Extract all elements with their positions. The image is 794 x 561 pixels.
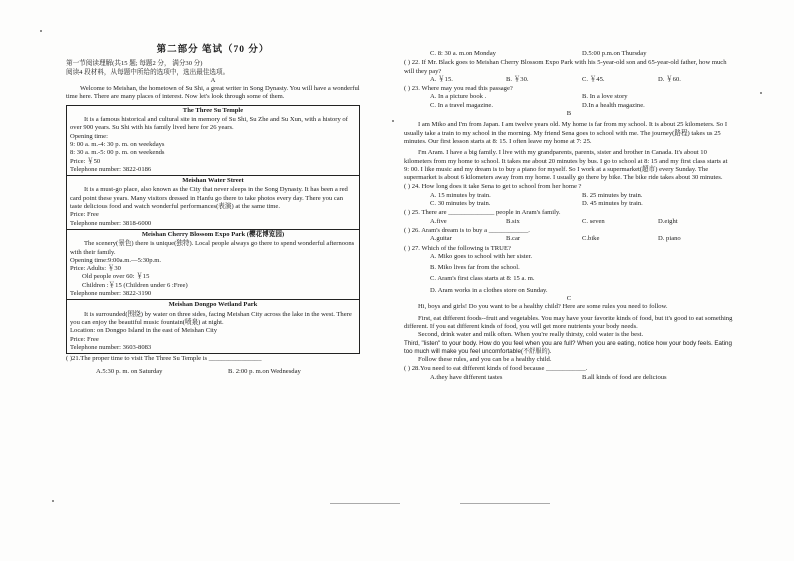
scan-speck — [392, 120, 394, 122]
question-21-options-cd — [404, 50, 734, 58]
scan-edge-line — [330, 503, 400, 504]
question-stem: 27. Which of the following is TRUE? — [411, 244, 511, 252]
place-water-street — [67, 176, 359, 230]
right-column — [404, 50, 734, 382]
place-price: Children :￥15 (Children under 6 :Free) — [82, 281, 188, 289]
question-24-options-ab — [404, 192, 734, 200]
question-stem: 21.The proper time to visit The Three Su Temple is ________________ — [72, 355, 262, 363]
option-c: C. 8: 30 a. m.on Monday — [430, 50, 496, 57]
place-description: It is a must-go place, also known as the City that never sleeps in the Song Dynasty. It has been a red card point these years. Many visitors dressed in Hanfu go there to take photos every day. There you can taste delicious food and watch wonderful performances(表演) at the same time. — [70, 186, 348, 211]
option-a: A. In a picture book . — [430, 93, 487, 101]
answer-paren: ( ) — [404, 226, 411, 234]
question-24-options-cd — [404, 200, 734, 208]
passage-aram: I'm Aram. I have a big family. I live with my grandparents, parents, sister and brother in Canada. It's about 10 kilometers from my home to school. It takes me about 20 minutes by bus. I go to school at 8: 15 and my first class starts at 9: 00. I like music and my dream is to buy a piano for myself. So I work at a supermarket(超市) every Sunday. The supermarket is about 6 kilometers away from my home. I usually go there by bike. The bike ride takes about 30 minutes. — [404, 149, 728, 182]
question-27 — [404, 245, 734, 253]
place-description: The scenery(景色) there is unique(独特). Local people always go there to spend wonderful afternoons with their family. — [70, 240, 355, 256]
question-stem: 26. Aram's dream is to buy a ____________. — [411, 226, 530, 234]
passage-miko: I am Miko and I'm from Japan. I am twelve years old. My home is far from my school. It is about 25 kilometers. So I usually take a train to my school in the morning. My friend Sena goes to school with me. The journey(路程) takes us 25 minutes. Our first lesson starts at 8: 15. I often leave my home at 7: 25. — [404, 121, 728, 145]
question-23 — [404, 85, 734, 93]
place-price: Price: ￥50 — [70, 157, 101, 165]
question-23-options-cd — [404, 102, 734, 110]
left-column — [66, 46, 360, 377]
place-detail: Opening time:9:00a.m.—5:30p.m. — [70, 256, 162, 264]
option-c: C.bike — [582, 235, 600, 243]
place-price: Old people over 60: ￥15 — [82, 273, 150, 281]
option-b: B.all kinds of food are delicious — [582, 373, 667, 381]
place-price: Price: Adults: ￥30 — [70, 265, 121, 273]
option-a: A.they have different tastes — [430, 373, 503, 381]
place-name: The Three Su Temple — [182, 106, 244, 114]
passage-letter-b: B — [566, 110, 572, 118]
question-23-options-ab — [404, 93, 734, 101]
question-25 — [404, 209, 734, 217]
option-d: D.In a health magazine. — [582, 101, 645, 109]
option-b: B. ￥30. — [506, 75, 529, 83]
place-cherry-blossom-park — [67, 230, 359, 300]
passage-a-intro: Welcome to Meishan, the hometown of Su Shi, a great writer in Song Dynasty. You will have a wonderful time here. There are many places of interest. Now let's look through some of them. — [66, 85, 360, 101]
place-name: Meishan Water Street — [182, 177, 244, 185]
place-phone: Telephone number: 3822-3190 — [70, 290, 152, 298]
scan-speck — [760, 92, 762, 94]
question-21-options — [66, 368, 360, 376]
scan-edge-line — [460, 503, 550, 504]
place-description: It is surrounded(围绕) by water on three sides, facing Meishan City across the lake in the west. There you can enjoy the beautiful music fountain(喷泉) at night. — [70, 310, 352, 326]
option-b: B. 25 minutes by train. — [582, 191, 643, 199]
place-dongpo-wetland-park — [67, 300, 359, 353]
option-d: D. Aram works in a clothes store on Sunday. — [430, 286, 548, 294]
place-three-su-temple — [67, 106, 359, 176]
place-detail: Opening time: — [70, 132, 108, 140]
question-22 — [404, 59, 734, 76]
option-a: A.five — [430, 217, 447, 225]
question-24 — [404, 183, 734, 191]
option-c: C. seven — [582, 217, 605, 225]
option-a: A. ￥15. — [430, 75, 453, 83]
passage-c-first: First, eat different foods--fruit and vegetables. You may have your favorite kinds of food, but it's good to eat something different. If you eat different kinds of food, you will get more nutrients your body needs. — [404, 314, 733, 330]
question-26 — [404, 227, 734, 235]
passage-c-intro: Hi, boys and girls! Do you want to be a healthy child? Here are some rules you need to follow. — [418, 303, 668, 311]
question-21 — [66, 355, 360, 363]
option-c: C. ￥45. — [582, 75, 605, 83]
question-26-options — [404, 235, 734, 243]
question-22-options — [404, 76, 734, 84]
place-name: Meishan Cherry Blossom Expo Park (樱花博览园) — [141, 230, 285, 238]
instruction-text: 阅读4 段材料，从每题中所给的选项中，选出最佳选项。 — [66, 68, 230, 76]
places-table — [66, 105, 360, 354]
answer-paren: ( ) — [404, 183, 411, 191]
option-b: B.six — [506, 217, 520, 225]
section-heading: 第一节阅读理解(共15 题; 每题2 分， 满分30 分) — [66, 60, 203, 68]
place-phone: Telephone number: 3818-6000 — [70, 219, 152, 227]
option-a: A. 15 minutes by train. — [430, 191, 491, 199]
option-d: D. ￥60. — [658, 75, 681, 83]
place-detail: 9: 00 a. m.-4: 30 p. m. on weekdays — [70, 140, 165, 148]
option-b: B. 2:00 p. m.on Wednesday — [228, 368, 301, 376]
place-phone: Telephone number: 3822-0186 — [70, 165, 152, 173]
option-a: A. Miko goes to school with her sister. — [430, 252, 533, 260]
place-location: Location: on Dongpo Island in the east of Meishan City — [70, 327, 218, 335]
answer-paren: ( ) — [404, 365, 411, 373]
question-stem: 25. There are ______________ people in Aram's family. — [411, 209, 561, 217]
question-28 — [404, 365, 734, 373]
answer-paren: ( ) — [404, 85, 411, 93]
option-b: B. Miko lives far from the school. — [430, 264, 520, 272]
answer-paren: ( ) — [404, 59, 411, 67]
question-25-options — [404, 218, 734, 226]
part-two-title: 第二部分 笔试（70 分） — [156, 45, 270, 55]
passage-letter-c: C — [566, 295, 572, 303]
option-d: D.5:00 p.m.on Thursday — [582, 50, 647, 57]
option-b: B.car — [506, 235, 521, 243]
option-a: A.5:30 p. m. on Saturday — [96, 368, 163, 376]
question-stem: 24. How long does it take Sena to get to school from her home ? — [411, 183, 582, 191]
option-c: C. Aram's first class starts at 8: 15 a. m. — [430, 275, 535, 283]
option-b: B. In a love story — [582, 93, 628, 101]
option-d: D. 45 minutes by train. — [582, 200, 643, 208]
option-c: C. In a travel magazine. — [430, 101, 493, 109]
passage-c-follow: Follow these rules, and you can be a healthy child. — [418, 356, 552, 364]
option-d: D. piano — [658, 235, 681, 243]
answer-paren: ( ) — [404, 209, 411, 217]
place-name: Meishan Dongpo Wetland Park — [168, 301, 258, 309]
scan-speck — [52, 500, 54, 502]
place-price: Price: Free — [70, 211, 99, 219]
question-28-options — [404, 374, 734, 382]
option-a: A.guitar — [430, 235, 452, 243]
place-phone: Telephone number: 3603-8083 — [70, 343, 152, 351]
answer-paren: ( ) — [66, 355, 73, 363]
question-stem: 22. If Mr. Black goes to Meishan Cherry Blossom Expo Park with his 5-year-old son and 65-year-old father, how much will they pay? — [404, 59, 727, 75]
question-stem: 28.You need to eat different kinds of food because ____________. — [411, 365, 588, 373]
place-detail: 8: 30 a. m.-5: 00 p. m. on weekends — [70, 149, 165, 157]
passage-c-second: Second, drink water and milk often. When you're really thirsty, cold water is the best. — [418, 331, 644, 339]
question-stem: 23. Where may you read this passage? — [411, 85, 513, 93]
option-d: D.eight — [658, 217, 678, 225]
answer-paren: ( ) — [404, 244, 411, 252]
place-description: It is a famous historical and cultural site in memory of Su Shi, Su Zhe and Su Xun, with a history of over 900 years. Su Shi with his family lived here for 26 years. — [70, 116, 348, 132]
scan-speck — [40, 30, 42, 32]
place-price: Price: Free — [70, 335, 99, 343]
passage-c-third: Third, "listen" to your body. How do you feel when you are full? When you are eating, notice how your body feels. Eating too much will make you feel uncomfortable(不舒服的). — [404, 339, 732, 355]
option-c: C. 30 minutes by train. — [430, 200, 491, 208]
passage-letter-a: A — [210, 76, 216, 84]
